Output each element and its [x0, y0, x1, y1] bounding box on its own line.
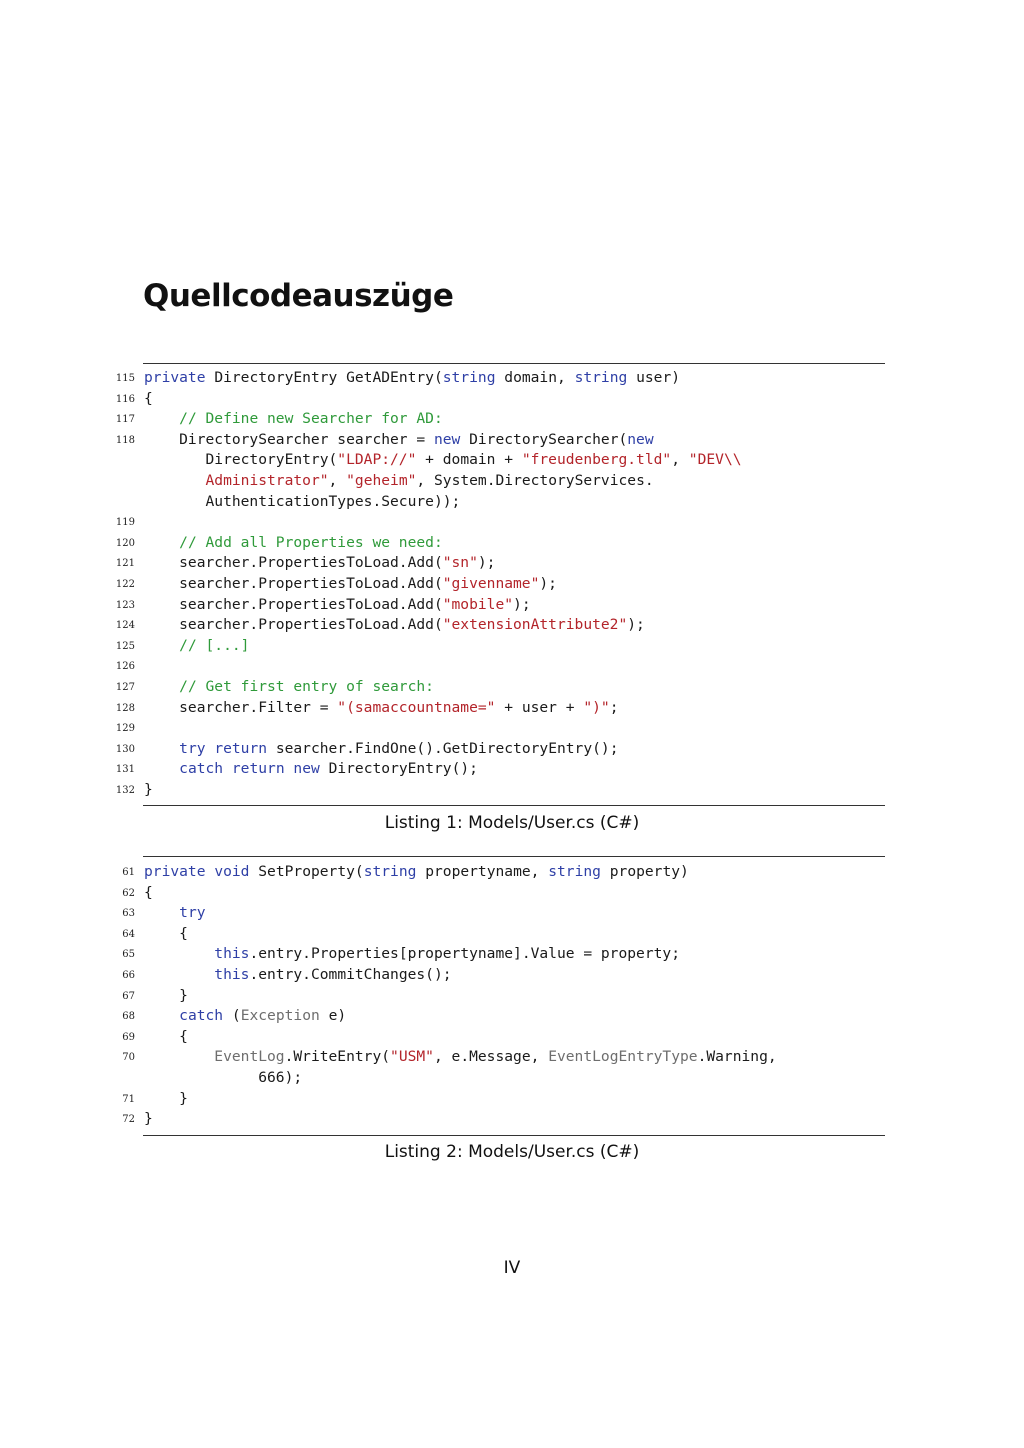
code-token: propertyname,: [425, 863, 549, 880]
keyword-token: try: [179, 740, 206, 757]
code-text: [144, 368, 680, 388]
code-token: [144, 410, 179, 427]
code-token: [144, 966, 214, 983]
listing-1-top-rule: [143, 363, 885, 364]
code-token: [144, 534, 179, 551]
string-token: "(samaccountname=": [337, 699, 496, 716]
line-number: 120: [115, 538, 135, 549]
keyword-token: this: [214, 945, 250, 962]
code-line: [0, 924, 1024, 944]
code-text: [144, 986, 188, 1006]
code-token: DirectoryEntry();: [328, 760, 478, 777]
code-text: [144, 1047, 777, 1067]
string-token: Administrator": [205, 472, 329, 489]
code-text: [144, 862, 689, 882]
code-token: );: [539, 575, 557, 592]
listing-2-top-rule: [143, 856, 885, 857]
code-token: domain,: [504, 369, 575, 386]
code-text: [144, 409, 443, 429]
line-number: 124: [115, 620, 135, 631]
keyword-token: private: [144, 863, 206, 880]
line-number: 122: [115, 579, 135, 590]
page-title: Quellcodeauszüge: [143, 278, 454, 314]
code-text: [144, 533, 443, 553]
code-line: [0, 409, 1024, 429]
code-text: [144, 924, 188, 944]
code-token: ,: [671, 451, 680, 468]
string-token: "freudenberg.tld": [521, 451, 672, 468]
code-text: [144, 883, 153, 903]
code-token: {: [144, 390, 153, 407]
code-token: [144, 760, 179, 777]
code-token: + user +: [504, 699, 575, 716]
code-line: [0, 1089, 1024, 1109]
code-line: [0, 718, 1024, 738]
keyword-token: return: [214, 740, 268, 757]
line-number: 61: [122, 867, 135, 878]
line-number: 131: [115, 764, 135, 775]
code-line: [0, 862, 1024, 882]
code-text: [144, 471, 654, 491]
line-number: 127: [115, 682, 135, 693]
type-token: EventLog: [214, 1048, 285, 1065]
code-text: [144, 780, 153, 800]
code-token: }: [144, 987, 188, 1004]
keyword-token: string: [442, 369, 496, 386]
code-token: .entry.CommitChanges();: [249, 966, 452, 983]
code-text: [144, 759, 478, 779]
code-line: [0, 656, 1024, 676]
listing-2-caption: Listing 2: Models/User.cs (C#): [384, 1142, 640, 1162]
code-token: searcher.PropertiesToLoad.Add(: [144, 575, 443, 592]
line-number: 132: [115, 785, 135, 796]
line-number: 125: [115, 641, 135, 652]
line-number: 63: [122, 908, 135, 919]
string-token: "mobile": [442, 596, 514, 613]
code-line: [0, 389, 1024, 409]
code-token: ,: [328, 472, 338, 489]
code-token: searcher.FindOne().GetDirectoryEntry();: [275, 740, 619, 757]
code-line: [0, 595, 1024, 615]
code-line: [0, 1068, 1024, 1088]
code-line: [0, 1109, 1024, 1129]
string-token: "extensionAttribute2": [442, 616, 628, 633]
line-number: 123: [115, 600, 135, 611]
string-token: "LDAP://": [337, 451, 417, 468]
line-number: 126: [115, 661, 135, 672]
keyword-token: try: [179, 904, 206, 921]
code-token: .WriteEntry(: [284, 1048, 391, 1065]
line-number: 130: [115, 744, 135, 755]
code-line: [0, 553, 1024, 573]
code-line: [0, 739, 1024, 759]
code-token: [144, 904, 179, 921]
code-line: [0, 368, 1024, 388]
code-token: searcher.PropertiesToLoad.Add(: [144, 554, 443, 571]
code-text: [144, 1089, 188, 1109]
code-text: [144, 903, 206, 923]
keyword-token: catch: [179, 760, 224, 777]
code-text: [144, 1027, 188, 1047]
code-token: }: [144, 781, 153, 798]
code-token: DirectoryEntry(: [144, 451, 338, 468]
code-line: [0, 944, 1024, 964]
code-text: [144, 636, 249, 656]
code-token: [144, 740, 179, 757]
code-token: );: [477, 554, 496, 571]
line-number: 119: [115, 517, 135, 528]
code-token: + domain +: [425, 451, 522, 468]
comment-token: // Get first entry of search:: [179, 678, 434, 695]
type-token: EventLogEntryType: [548, 1048, 698, 1065]
code-line: [0, 903, 1024, 923]
code-token: {: [144, 884, 153, 901]
line-number: 66: [122, 970, 135, 981]
code-text: [144, 389, 153, 409]
code-text: [144, 1006, 346, 1026]
line-number: 69: [122, 1032, 135, 1043]
line-number: 128: [115, 703, 135, 714]
code-token: {: [144, 1028, 188, 1045]
code-text: [144, 965, 452, 985]
code-token: }: [144, 1090, 188, 1107]
code-line: [0, 450, 1024, 470]
line-number: 71: [122, 1094, 135, 1105]
code-text: [144, 595, 531, 615]
code-text: [144, 1109, 153, 1129]
keyword-token: string: [363, 863, 417, 880]
keyword-token: catch: [179, 1007, 224, 1024]
comment-token: // Define new Searcher for AD:: [179, 410, 443, 427]
string-token: "USM": [390, 1048, 434, 1065]
code-text: [144, 1068, 302, 1088]
code-line: [0, 574, 1024, 594]
code-token: SetProperty(: [258, 863, 364, 880]
code-token: DirectorySearcher searcher =: [144, 431, 434, 448]
code-text: [144, 739, 619, 759]
keyword-token: string: [574, 369, 628, 386]
code-token: .entry.Properties[propertyname].Value = property;: [249, 945, 680, 962]
code-token: searcher.Filter =: [144, 699, 338, 716]
code-line: [0, 986, 1024, 1006]
code-token: );: [513, 596, 531, 613]
listing-1-bottom-rule: [143, 805, 885, 806]
line-number: 68: [122, 1011, 135, 1022]
code-token: AuthenticationTypes.Secure));: [144, 493, 461, 510]
line-number: 65: [122, 949, 135, 960]
line-number: 67: [122, 991, 135, 1002]
keyword-token: void: [214, 863, 250, 880]
code-token: {: [144, 925, 188, 942]
string-token: "sn": [442, 554, 478, 571]
code-token: [144, 1007, 179, 1024]
code-token: [144, 1048, 214, 1065]
keyword-token: return: [231, 760, 285, 777]
code-token: DirectorySearcher(: [469, 431, 628, 448]
line-number: 72: [122, 1114, 135, 1125]
code-text: [144, 615, 645, 635]
code-text: [144, 574, 557, 594]
code-text: [144, 450, 742, 470]
code-line: [0, 677, 1024, 697]
line-number: 121: [115, 558, 135, 569]
line-number: 116: [115, 394, 135, 405]
line-number: 118: [115, 435, 135, 446]
listing-1-caption: Listing 1: Models/User.cs (C#): [384, 813, 640, 833]
code-token: e): [328, 1007, 347, 1024]
line-number: 64: [122, 929, 135, 940]
keyword-token: new: [433, 431, 461, 448]
code-line: [0, 1047, 1024, 1067]
code-token: [144, 678, 179, 695]
line-number: 129: [115, 723, 135, 734]
code-text: [144, 553, 495, 573]
comment-token: // Add all Properties we need:: [179, 534, 443, 551]
code-line: [0, 533, 1024, 553]
code-token: , e.Message,: [433, 1048, 549, 1065]
code-token: [144, 637, 179, 654]
code-text: [144, 430, 654, 450]
code-line: [0, 780, 1024, 800]
code-token: searcher.PropertiesToLoad.Add(: [144, 616, 443, 633]
comment-token: // [...]: [179, 637, 250, 654]
code-token: , System.DirectoryServices.: [416, 472, 654, 489]
string-token: "DEV\\: [688, 451, 742, 468]
keyword-token: private: [144, 369, 206, 386]
code-token: property): [609, 863, 689, 880]
code-line: [0, 883, 1024, 903]
code-line: [0, 965, 1024, 985]
line-number: 117: [115, 414, 135, 425]
code-line: [0, 636, 1024, 656]
code-text: [144, 698, 619, 718]
code-token: user): [636, 369, 681, 386]
string-token: ")": [583, 699, 610, 716]
code-line: [0, 759, 1024, 779]
string-token: "geheim": [346, 472, 417, 489]
code-text: [144, 492, 460, 512]
code-line: [0, 1027, 1024, 1047]
code-line: [0, 430, 1024, 450]
type-token: Exception: [240, 1007, 320, 1024]
code-line: [0, 1006, 1024, 1026]
keyword-token: new: [293, 760, 320, 777]
code-token: .Warning,: [697, 1048, 777, 1065]
code-token: DirectoryEntry GetADEntry(: [214, 369, 443, 386]
code-token: (: [231, 1007, 241, 1024]
keyword-token: this: [214, 966, 250, 983]
listing-2-bottom-rule: [143, 1135, 885, 1136]
code-line: [0, 471, 1024, 491]
line-number: 70: [122, 1052, 135, 1063]
code-token: [144, 945, 214, 962]
code-token: searcher.PropertiesToLoad.Add(: [144, 596, 443, 613]
keyword-token: string: [548, 863, 601, 880]
line-number: 115: [115, 373, 135, 384]
code-text: [144, 944, 680, 964]
keyword-token: new: [627, 431, 654, 448]
code-token: );: [627, 616, 645, 633]
code-token: 666);: [144, 1069, 303, 1086]
string-token: "givenname": [442, 575, 540, 592]
code-line: [0, 615, 1024, 635]
code-line: [0, 492, 1024, 512]
code-text: [144, 677, 434, 697]
code-token: [144, 472, 206, 489]
page-number: IV: [503, 1258, 521, 1278]
line-number: 62: [122, 888, 135, 899]
code-line: [0, 698, 1024, 718]
code-token: }: [144, 1110, 153, 1127]
code-line: [0, 512, 1024, 532]
code-token: ;: [609, 699, 619, 716]
